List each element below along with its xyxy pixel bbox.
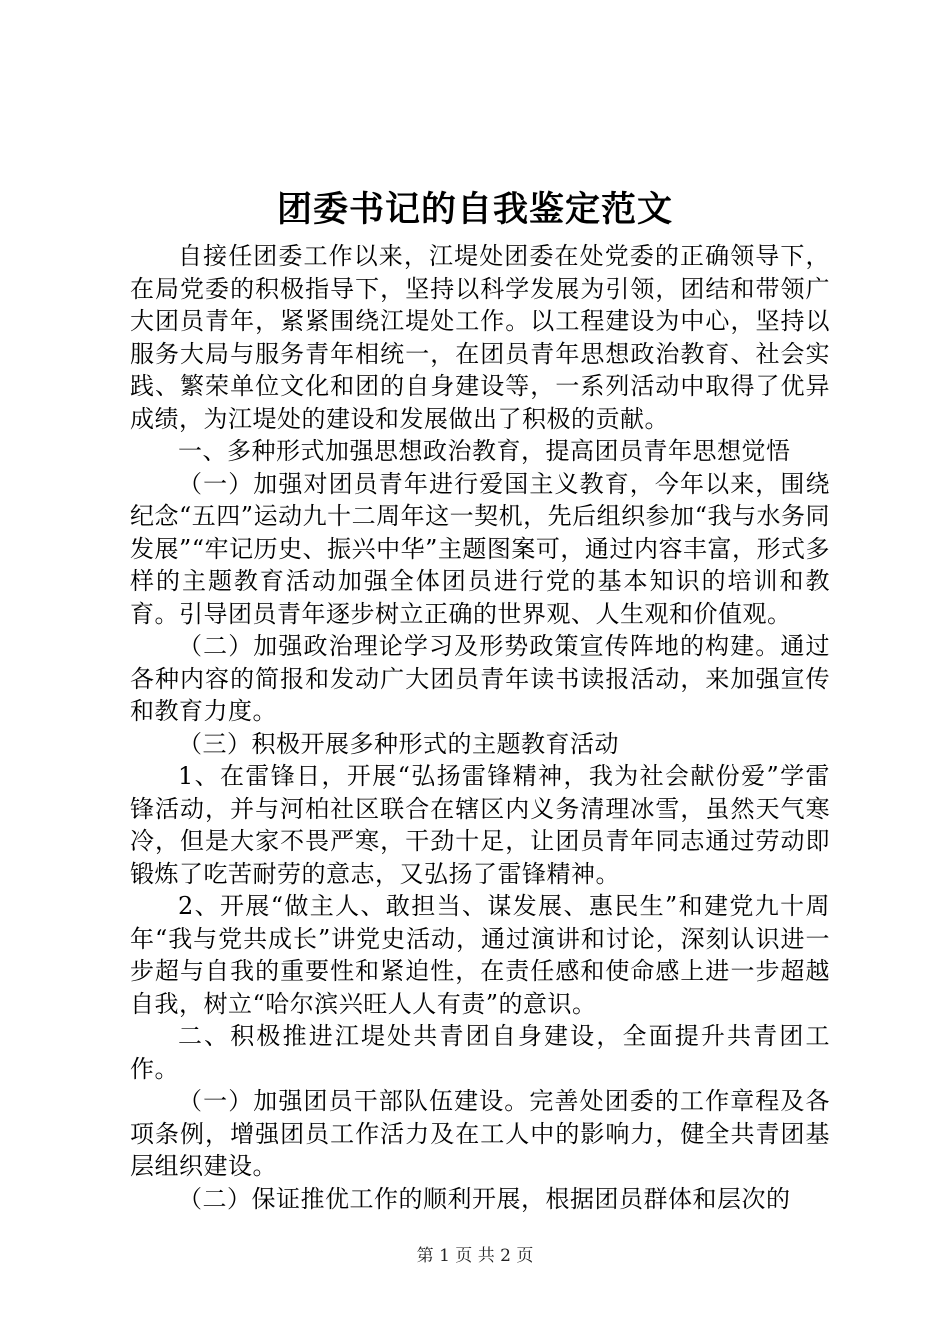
document-body bbox=[130, 240, 830, 1215]
document-title: 团委书记的自我鉴定范文 bbox=[276, 189, 673, 230]
page-footer: 第 1 页 共 2 页 bbox=[416, 1246, 534, 1266]
paragraph-2-2: （二）保证推优工作的顺利开展，根据团员群体和层次的 bbox=[178, 1184, 791, 1213]
paragraph-2-1: （一）加强团员干部队伍建设。完善处团委的工作章程及各项条例，增强团员工作活力及在工人中的影响力，健全共青团基层组织建设。 bbox=[130, 1087, 830, 1180]
paragraph-item-2: 2、开展“做主人、敢担当、谋发展、惠民生”和建党九十周年“我与党共成长”讲党史活动，通过演讲和讨论，深刻认识进一步超与自我的重要性和紧迫性，在责任感和使命感上进一步超越自我，树立“哈尔滨兴旺人人有责”的意识。 bbox=[130, 892, 830, 1018]
paragraph-item-1: 1、在雷锋日，开展“弘扬雷锋精神，我为社会献份爱”学雷锋活动，并与河柏社区联合在辖区内义务清理冰雪，虽然天气寒冷，但是大家不畏严寒，干劲十足，让团员青年同志通过劳动即锻炼了吃苦耐劳的意志，又弘扬了雷锋精神。 bbox=[130, 762, 830, 888]
section-heading-2: 二、积极推进江堤处共青团自身建设，全面提升共青团工作。 bbox=[130, 1022, 830, 1083]
paragraph-intro: 自接任团委工作以来，江堤处团委在处党委的正确领导下，在局党委的积极指导下，坚持以科学发展为引领，团结和带领广大团员青年，紧紧围绕江堤处工作。以工程建设为中心，坚持以服务大局与服务青年相统一，在团员青年思想政治教育、社会实践、繁荣单位文化和团的自身建设等，一系列活动中取得了优异成绩，为江堤处的建设和发展做出了积极的贡献。 bbox=[130, 242, 830, 433]
paragraph-1-2: （二）加强政治理论学习及形势政策宣传阵地的构建。通过各种内容的简报和发动广大团员青年读书读报活动，来加强宣传和教育力度。 bbox=[130, 632, 830, 725]
paragraph-1-1: （一）加强对团员青年进行爱国主义教育，今年以来，围绕纪念“五四”运动九十二周年这一契机，先后组织参加“我与水务同发展”“牢记历史、振兴中华”主题图案可，通过内容丰富，形式多样的主题教育活动加强全体团员进行党的基本知识的培训和教育。引导团员青年逐步树立正确的世界观、人生观和价值观。 bbox=[130, 469, 830, 628]
section-heading-1: 一、多种形式加强思想政治教育，提高团员青年思想觉悟 bbox=[178, 437, 791, 465]
paragraph-1-3-heading: （三）积极开展多种形式的主题教育活动 bbox=[178, 729, 619, 758]
